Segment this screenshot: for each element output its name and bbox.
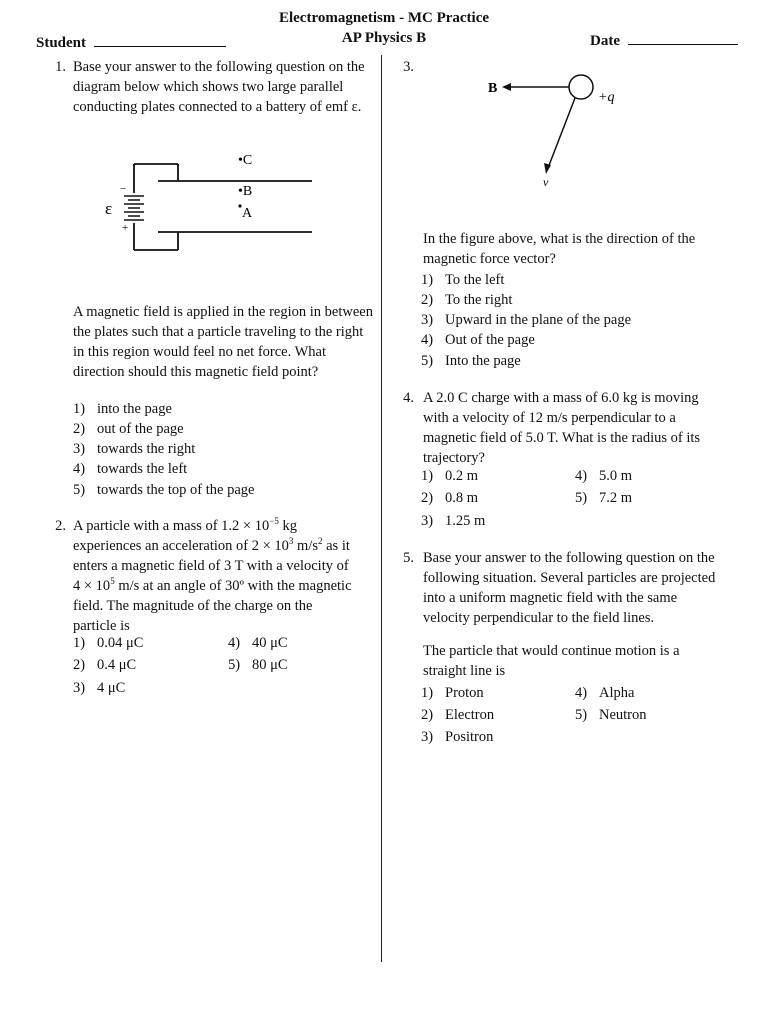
battery-minus-sign: − bbox=[120, 183, 127, 195]
option-number: 1) bbox=[73, 635, 86, 651]
question-number: 4. bbox=[403, 390, 414, 406]
battery-plus-sign: + bbox=[122, 222, 129, 234]
option-text: towards the top of the page bbox=[97, 482, 255, 498]
course-title: AP Physics B bbox=[341, 30, 427, 46]
option-number: 3) bbox=[421, 513, 434, 529]
option-text: 1.25 m bbox=[445, 513, 486, 529]
point-b-label: •B bbox=[238, 184, 253, 199]
option-number: 2) bbox=[421, 292, 434, 308]
answer-option[interactable] bbox=[421, 270, 504, 290]
option-text: towards the left bbox=[97, 461, 188, 477]
option-number: 1) bbox=[421, 468, 434, 484]
option-text: 5.0 m bbox=[599, 468, 633, 484]
option-text: 0.2 m bbox=[445, 468, 479, 484]
option-text: To the left bbox=[445, 272, 505, 288]
option-text: 0.4 μC bbox=[97, 657, 137, 673]
answer-option[interactable] bbox=[421, 511, 485, 531]
answer-option[interactable] bbox=[421, 683, 484, 703]
answer-option[interactable] bbox=[73, 633, 143, 653]
option-number: 2) bbox=[421, 707, 434, 723]
answer-option[interactable] bbox=[228, 655, 288, 675]
question-5-text: The particle that would continue motion is a straight line is bbox=[423, 643, 680, 679]
parallel-plates-diagram bbox=[100, 148, 325, 258]
date-label: Date bbox=[590, 33, 620, 49]
option-number: 1) bbox=[421, 685, 434, 701]
question-number: 2. bbox=[55, 518, 66, 534]
question-2-line: enters a magnetic field of 3 T with a velocity of bbox=[73, 558, 349, 574]
option-number: 4) bbox=[575, 468, 588, 484]
question-2-line: experiences an acceleration of $2 \times 10^3$ $m/s^2$ as it bbox=[73, 536, 350, 554]
question-3-text: In the figure above, what is the direction of the magnetic force vector? bbox=[423, 231, 696, 267]
velocity-label: v bbox=[543, 175, 549, 189]
option-text: 7.2 m bbox=[599, 490, 633, 506]
option-number: 2) bbox=[73, 657, 86, 673]
student-name-blank[interactable] bbox=[94, 31, 226, 47]
option-number: 5) bbox=[228, 657, 241, 673]
question-2-line: field. The magnitude of the charge on the bbox=[73, 598, 313, 614]
answer-option[interactable] bbox=[421, 488, 478, 508]
option-text: 0.8 m bbox=[445, 490, 479, 506]
option-number: 5) bbox=[575, 707, 588, 723]
option-text: Out of the page bbox=[445, 332, 535, 348]
answer-option[interactable] bbox=[73, 399, 172, 419]
option-number: 5) bbox=[73, 482, 86, 498]
student-field bbox=[36, 31, 226, 53]
option-text: To the right bbox=[445, 292, 513, 308]
question-5-intro: Base your answer to the following question on the following situation. Several particles are projected into a uniform magnetic field with the same velocity perpendicular to the field lines. bbox=[423, 550, 716, 626]
question-2-line: $4 \times 10^5$ m/s at an angle of 30º with the magnetic bbox=[73, 576, 352, 594]
battery-icon bbox=[124, 196, 144, 220]
option-text: 0.04 μC bbox=[97, 635, 144, 651]
question-4-text: A 2.0 C charge with a mass of 6.0 kg is moving with a velocity of 12 m/s perpendicular to a magnetic field of 5.0 T. What is the radius of its trajectory? bbox=[423, 390, 701, 466]
arrow-head-left-icon bbox=[502, 83, 511, 91]
option-number: 3) bbox=[73, 680, 86, 696]
answer-option[interactable] bbox=[575, 488, 632, 508]
answer-option[interactable] bbox=[575, 705, 647, 725]
charge-circle-icon bbox=[569, 75, 593, 99]
option-text: Into the page bbox=[445, 353, 521, 369]
question-number: 5. bbox=[403, 550, 414, 566]
option-number: 2) bbox=[421, 490, 434, 506]
option-text: Upward in the plane of the page bbox=[445, 312, 632, 328]
option-number: 3) bbox=[421, 312, 434, 328]
charge-label: +q bbox=[598, 90, 615, 105]
option-text: 4 μC bbox=[97, 680, 126, 696]
answer-option[interactable] bbox=[73, 419, 184, 439]
answer-option[interactable] bbox=[421, 290, 512, 310]
option-number: 4) bbox=[575, 685, 588, 701]
answer-option[interactable] bbox=[575, 466, 632, 486]
point-c-label: •C bbox=[238, 153, 253, 168]
option-number: 3) bbox=[421, 729, 434, 745]
option-text: 80 μC bbox=[252, 657, 288, 673]
velocity-arrow bbox=[548, 98, 575, 168]
question-number: 3. bbox=[403, 59, 414, 75]
student-label: Student bbox=[36, 35, 87, 51]
option-text: Alpha bbox=[599, 685, 635, 701]
option-text: Positron bbox=[445, 729, 494, 745]
option-number: 4) bbox=[73, 461, 86, 477]
option-text: 40 μC bbox=[252, 635, 288, 651]
option-number: 5) bbox=[575, 490, 588, 506]
question-1-intro: Base your answer to the following question on the diagram below which shows two large parallel conducting plates connected to a battery of emf ε. bbox=[73, 59, 365, 115]
date-field bbox=[590, 29, 738, 51]
answer-option[interactable] bbox=[421, 705, 494, 725]
emf-label: ε bbox=[105, 199, 113, 218]
question-2-text bbox=[73, 516, 378, 636]
option-text: Proton bbox=[445, 685, 484, 701]
option-number: 1) bbox=[73, 401, 86, 417]
option-number: 1) bbox=[421, 272, 434, 288]
option-number: 4) bbox=[421, 332, 434, 348]
column-divider bbox=[381, 55, 382, 962]
option-text: into the page bbox=[97, 401, 172, 417]
question-2-line: particle is bbox=[73, 618, 130, 634]
answer-option[interactable] bbox=[421, 727, 493, 747]
answer-option[interactable] bbox=[73, 480, 254, 500]
answer-option[interactable] bbox=[73, 439, 195, 459]
option-text: Neutron bbox=[599, 707, 647, 723]
point-a-label: A bbox=[242, 206, 253, 221]
question-number: 1. bbox=[55, 59, 66, 75]
option-text: towards the right bbox=[97, 441, 196, 457]
answer-option[interactable] bbox=[575, 683, 634, 703]
date-blank[interactable] bbox=[628, 29, 738, 45]
option-number: 3) bbox=[73, 441, 86, 457]
answer-option[interactable] bbox=[73, 655, 136, 675]
answer-option[interactable] bbox=[421, 330, 535, 350]
answer-option[interactable] bbox=[73, 678, 125, 698]
magnetic-force-diagram bbox=[480, 70, 630, 195]
answer-option[interactable] bbox=[421, 466, 478, 486]
answer-option[interactable] bbox=[421, 351, 521, 371]
answer-option[interactable] bbox=[421, 310, 631, 330]
question-1-text: A magnetic field is applied in the region in between the plates such that a particle traveling to the right in this region would feel no net force. What direction should this magnetic field point? bbox=[73, 304, 373, 380]
b-field-label: B bbox=[488, 81, 498, 96]
answer-option[interactable] bbox=[228, 633, 288, 653]
page-title: Electromagnetism - MC Practice bbox=[278, 10, 490, 26]
answer-option[interactable] bbox=[73, 459, 187, 479]
option-text: Electron bbox=[445, 707, 495, 723]
option-text: out of the page bbox=[97, 421, 184, 437]
option-number: 4) bbox=[228, 635, 241, 651]
option-number: 2) bbox=[73, 421, 86, 437]
option-number: 5) bbox=[421, 353, 434, 369]
question-2-line: A particle with a mass of $1.2 \times 10^{-5}$ kg bbox=[73, 516, 297, 534]
